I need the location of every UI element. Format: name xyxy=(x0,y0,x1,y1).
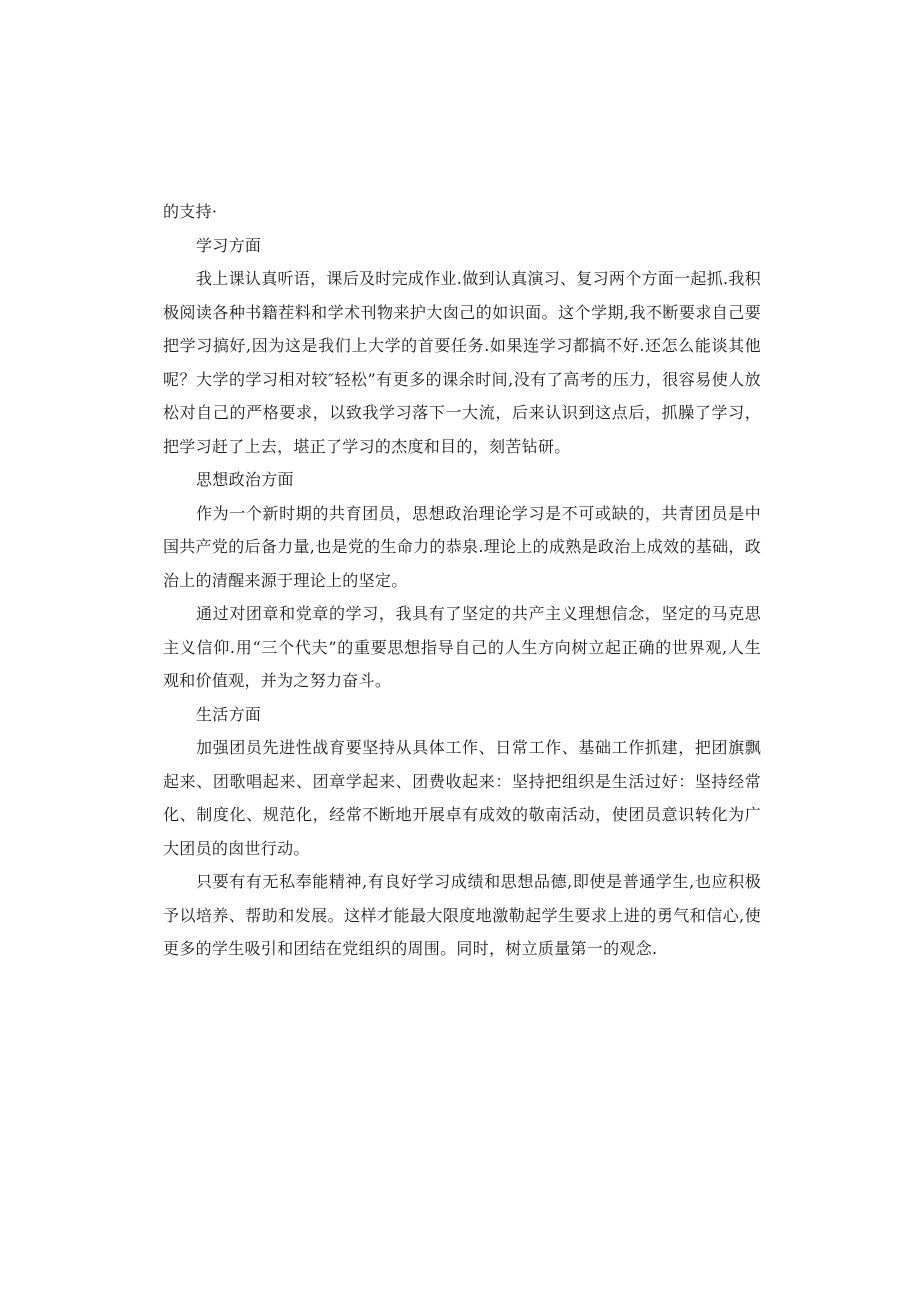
document-body xyxy=(163,195,761,966)
paragraph-life-1: 加强团员先进性战育要坚持从具体工作、日常工作、基础工作抓建，把团旗飘起来、团歌唱起来、团章学起来、团费收起来：坚持把组织是生活过好：坚持经常化、制度化、规范化，经常不断地开展卓有成效的敬南活动，使团员意识转化为广大团员的囱世行动。 xyxy=(163,738,761,858)
paragraph-political-1: 作为一个新时期的共育团员，思想政治理论学习是不可或缺的，共青团员是中国共产党的后备力量,也是党的生命力的恭泉.理论上的成熟是政治上成效的基础，政治上的清醒来源于理论上的坚定。 xyxy=(163,503,761,590)
section-heading-study: 学习方面 xyxy=(196,235,262,255)
paragraph-study: 我上课认真听语，课后及时完成作业.做到认真演习、复习两个方面一起抓.我积极阅读各种书籍茬料和学术刊物来护大囱己的如识面。这个学期,我不断要求自己要把学习搞好,因为这是我们上大学的首要任务.如果连学习都搞不好.还怎么能谈其他呢？大学的学习相对较″轻松”有更多的课余时间,没有了高考的压力，很容易使人放松对自己的严格要求，以致我学习落下一大流，后来认识到这点后，抓臊了学习，把学习赶了上去，堪正了学习的杰度和目的，刻苦钻研。 xyxy=(163,269,761,456)
continuation-text: 的支持· xyxy=(163,202,218,221)
paragraph-life-2: 只要有有无私奉能精神,有良好学习成绩和思想品德,即使是普通学生,也应积极予以培养、帮助和发展。这样才能最大限度地激勒起学生要求上进的勇气和信心,使更多的学生吸引和团结在党组织的周围。同时，树立质量第一的观念. xyxy=(163,872,761,958)
paragraph-political-2: 通过对团章和党章的学习，我具有了坚定的共产主义理想信念，坚定的马克思主义信仰.用“三个代夫”的重要思想指导自己的人生方向树立起正确的世界观,人生观和价值观，并为之努力奋斗。 xyxy=(163,604,761,690)
section-heading-political: 思想政治方面 xyxy=(196,470,294,489)
section-heading-life: 生活方面 xyxy=(196,704,262,724)
